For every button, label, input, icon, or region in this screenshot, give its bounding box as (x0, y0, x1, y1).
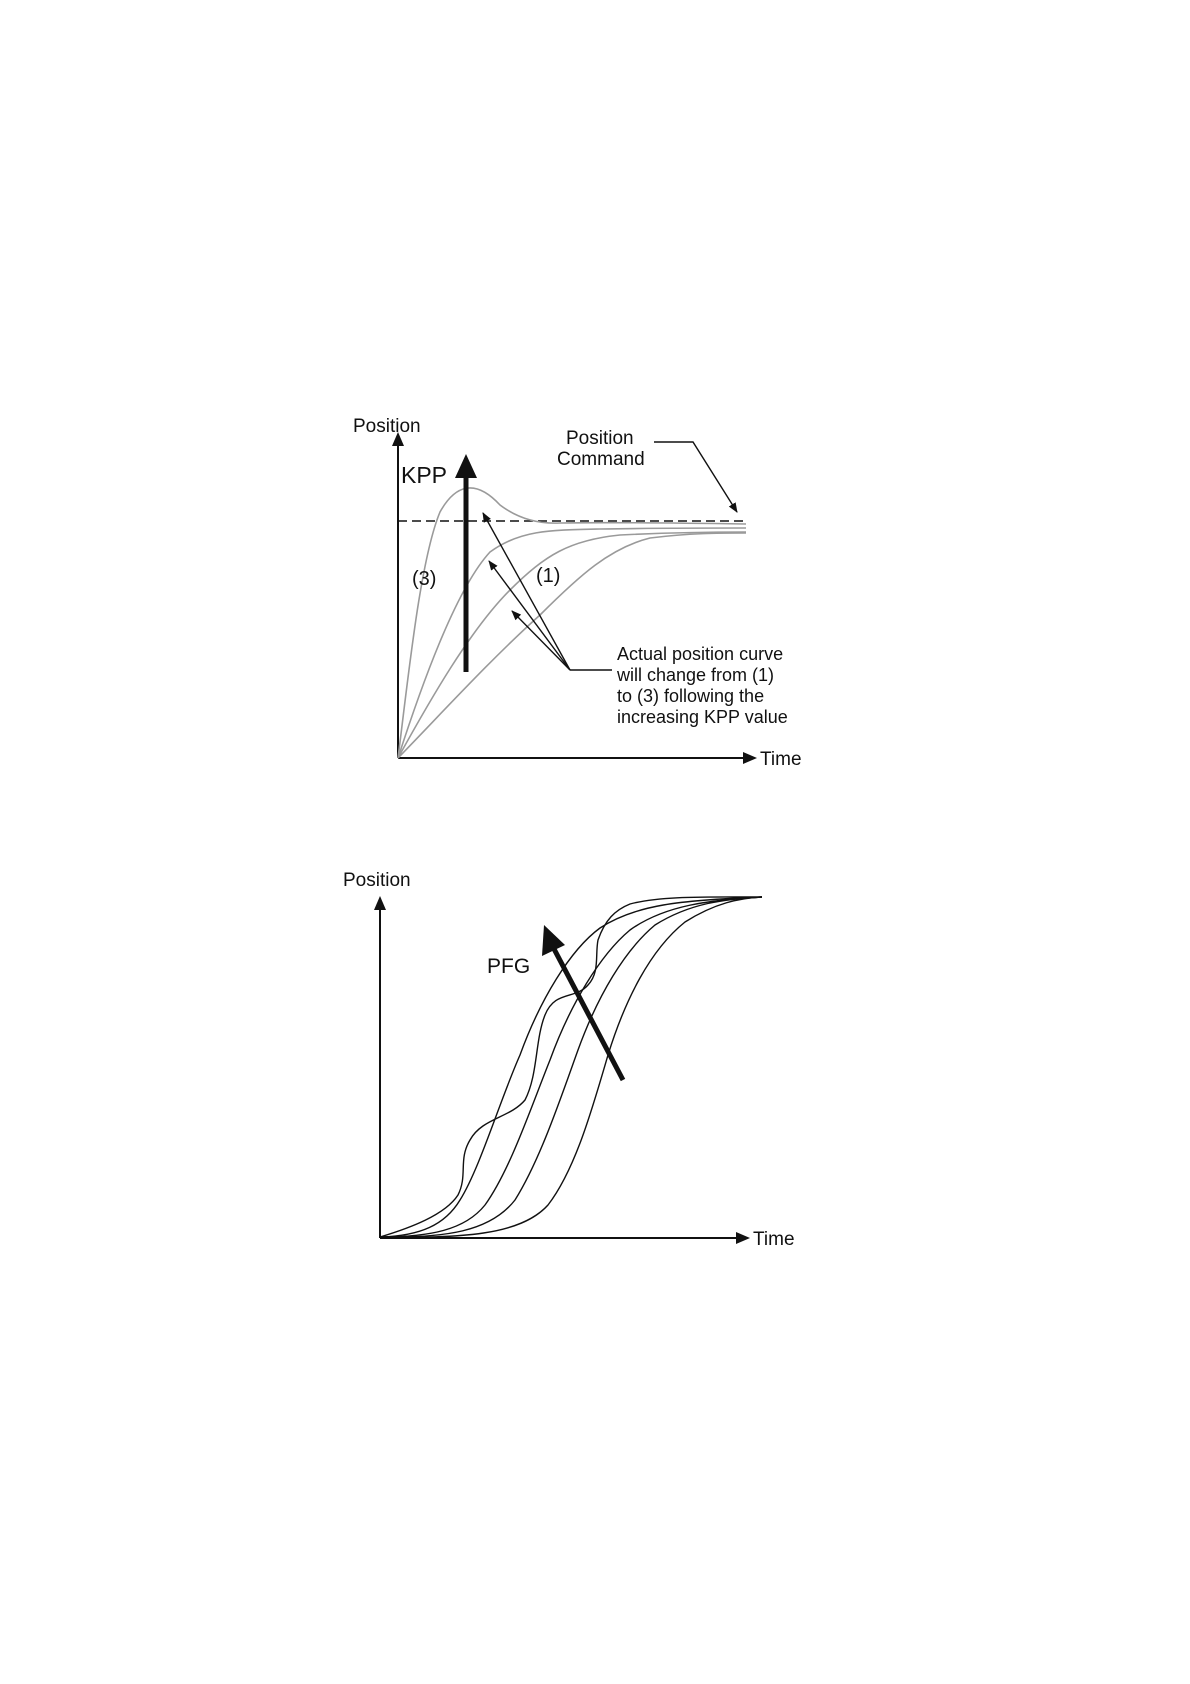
note-leader-curve-1 (512, 611, 570, 670)
note-leader-curve-3 (483, 513, 570, 670)
pfg-diagram (343, 870, 795, 1250)
pfg-curve-3 (380, 897, 762, 1237)
kpp-y-axis-label: Position (353, 416, 421, 437)
kpp-gain-label: KPP (401, 462, 448, 488)
pfg-x-axis-arrowhead (736, 1232, 750, 1244)
pfg-increase-arrow-shaft (553, 947, 623, 1080)
kpp-diagram (353, 416, 802, 770)
pfg-gain-label: PFG (487, 955, 531, 978)
kpp-x-axis-label: Time (760, 749, 802, 770)
pfg-curve-oscillating (380, 897, 762, 1237)
kpp-increase-arrow-head (455, 454, 477, 478)
position-command-leader (654, 442, 737, 512)
kpp-note-line1: Actual position curve (617, 644, 784, 664)
pfg-x-axis-label: Time (753, 1229, 795, 1250)
curve-3-label: (3) (412, 568, 437, 590)
kpp-note-line2: will change from (1) (617, 665, 775, 685)
pfg-curve-4 (380, 897, 762, 1237)
kpp-x-axis-arrowhead (743, 752, 757, 764)
kpp-note-line3: to (3) following the (617, 686, 765, 706)
kpp-note-line4: increasing KPP value (617, 707, 788, 727)
position-command-label-line2: Command (557, 449, 645, 470)
pfg-y-axis-arrowhead (374, 896, 386, 910)
position-command-label-line1: Position (566, 428, 634, 449)
pfg-curve-5 (380, 897, 762, 1237)
pfg-curve-2 (380, 897, 762, 1237)
curve-1-label: (1) (536, 565, 561, 587)
pfg-y-axis-label: Position (343, 870, 411, 891)
